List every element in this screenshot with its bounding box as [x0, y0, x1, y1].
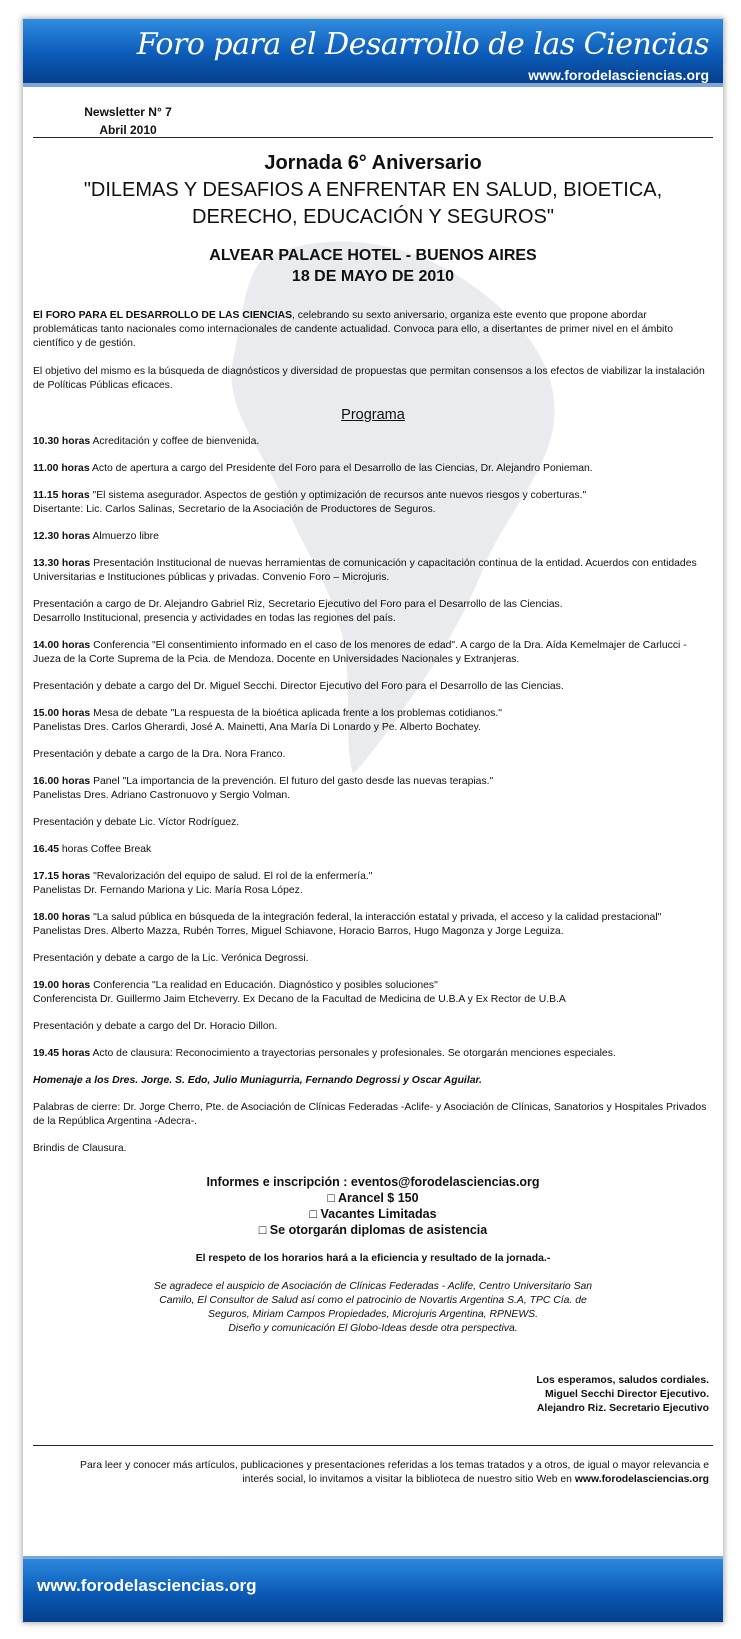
program-item-time: 18.00 horas [33, 912, 91, 923]
respeto-text: El respeto de los horarios hará a la eficiencia y resultado de la jornada.- [195, 1253, 551, 1264]
footer-divider [33, 1445, 713, 1446]
footer-text [33, 1459, 709, 1487]
signature-line: Los esperamos, saludos cordiales. [536, 1375, 709, 1386]
info-block [33, 1174, 713, 1238]
event-title: Jornada 6° Aniversario [264, 152, 482, 174]
program-item [33, 530, 713, 544]
ack-line: Diseño y comunicación El Globo-Ideas desde otra perspectiva. [228, 1323, 518, 1334]
program-item [33, 775, 713, 803]
newsletter-date: Abril 2010 [99, 123, 157, 137]
event-venue: ALVEAR PALACE HOTEL - BUENOS AIRES [209, 247, 537, 264]
ack-line: Seguros, Miriam Campos Propiedades, Microjuris Argentina, RPNEWS. [208, 1309, 538, 1320]
program-item-text: "El sistema asegurador. Aspectos de gestión y optimización de recursos ante nuevos riesgos y coberturas." [89, 490, 587, 501]
program-item-text: Almuerzo libre [90, 531, 159, 542]
program-item-text: Mesa de debate "La respuesta de la bioética aplicada frente a los problemas cotidianos." [90, 708, 502, 719]
program-item [33, 748, 713, 762]
program-item-text: Presentación y debate a cargo del Dr. Miguel Secchi. Director Ejecutivo del Foro para el Desarrollo de las Ciencias. [33, 681, 564, 692]
ack-line: Camilo, El Consultor de Salud así como el patrocinio de Novartis Argentina S.A, TPC Cía. de [159, 1295, 587, 1306]
header-banner [23, 19, 723, 83]
program-item [33, 557, 713, 585]
program-item-detail: Desarrollo Institucional, presencia y actividades en todas las regiones del país. [33, 613, 396, 624]
program-item-time: 16.00 horas [33, 776, 91, 787]
checkbox-icon: □ [258, 1223, 267, 1237]
program-item [33, 1020, 713, 1034]
program-item-text: Conferencia "El consentimiento informado en el caso de los menores de edad". A cargo de la Dra. Aída Kemelmajer de Carlucci - Jueza de la Corte Suprema de la Pcia. de Mendoza. Docente en Universidades Nacionales y Extranjeras. [33, 640, 687, 665]
program-item-text: Presentación y debate a cargo del Dr. Horacio Dillon. [33, 1021, 278, 1032]
intro-paragraph-text: , celebrando su sexto aniversario, organiza este evento que propone abordar problemáticas tanto nacionales como internacionales de candente actualidad. Convoca para ello, a disertantes de primer nivel en el ámbito científico y de gestión. [33, 310, 673, 349]
footer-text-line: Para leer y conocer más artículos, publicaciones y presentaciones referidas a los temas tratados y a otros, de igual o mayor relevancia e [80, 1460, 709, 1471]
program-item-text: Presentación a cargo de Dr. Alejandro Gabriel Riz, Secretario Ejecutivo del Foro para el Desarrollo de las Ciencias. [33, 599, 563, 610]
footer-strip [23, 1556, 723, 1559]
newsletter-sheet [22, 18, 724, 1623]
program-item [33, 639, 713, 667]
program-item-text: Presentación y debate a cargo de la Lic. Verónica Degrossi. [33, 953, 309, 964]
program-item-detail: Panelistas Dres. Adriano Castronuovo y Sergio Volman. [33, 790, 291, 801]
program-item-detail: Panelistas Dr. Fernando Mariona y Lic. María Rosa López. [33, 885, 303, 896]
program-item-text: Acreditación y coffee de bienvenida. [90, 436, 260, 447]
event-subtitle-line1: "DILEMAS Y DESAFIOS A ENFRENTAR EN SALUD, BIOETICA, [83, 179, 663, 201]
program-item [33, 680, 713, 694]
diplomas-text: □ Se otorgarán diplomas de asistencia [258, 1223, 488, 1237]
program-item [33, 911, 713, 939]
program-item-detail: Conferencista Dr. Guillermo Jaim Etcheverry. Ex Decano de la Facultad de Medicina de U.B.A y Ex Rector de U.B.A [33, 994, 566, 1005]
footer-text-url-link[interactable]: www.forodelasciencias.org [574, 1474, 709, 1485]
checkbox-icon: □ [327, 1191, 335, 1205]
program-item [33, 952, 713, 966]
vacantes-text: □ Vacantes Limitadas [309, 1207, 437, 1221]
program-item-time: 10.30 horas [33, 436, 91, 447]
program-item [33, 979, 713, 1007]
program-item-text: Presentación Institucional de nuevas herramientas de comunicación y capacitación continua de la entidad. Acuerdos con entidades Universitarias e Instituciones públicas y privadas. Convenio Foro – Microjuris. [33, 558, 697, 583]
program-item-text: "La salud pública en búsqueda de la integración federal, la interacción estatal y privada, el acceso y la calidad prestacional" [90, 912, 662, 923]
closing-words-text: Palabras de cierre: Dr. Jorge Cherro, Pte. de Asociación de Clínicas Federadas -Aclife- y Asociación de Clínicas, Sanatorios y Hospitales Privados de la República Argentina -Adecra-. [33, 1102, 707, 1127]
program-item-time: 11.15 horas [33, 490, 90, 501]
program-item-detail: Disertante: Lic. Carlos Salinas, Secretario de la Asociación de Productores de Seguros. [33, 504, 436, 515]
program-item-time: 19.00 horas [33, 980, 91, 991]
brindis-text: Brindis de Clausura. [33, 1143, 127, 1154]
program-item [33, 870, 713, 898]
event-date: 18 DE MAYO DE 2010 [291, 268, 455, 285]
program-item-time: 14.00 horas [33, 640, 91, 651]
program-item-time: 19.45 horas [33, 1048, 91, 1059]
program-heading: Programa [341, 407, 405, 423]
signature-line: Miguel Secchi Director Ejecutivo. [545, 1389, 709, 1400]
program-item [33, 462, 713, 476]
program-item [33, 1047, 713, 1061]
event-subtitle-line2: DERECHO, EDUCACIÓN Y SEGUROS" [192, 206, 554, 228]
program-item [33, 843, 713, 857]
newsletter-info [73, 103, 183, 139]
footer-text-line: interés social, lo invitamos a visitar la biblioteca de nuestro sitio Web en www.forodelasciencias.org [242, 1474, 709, 1485]
program-item-text: horas Coffee Break [59, 844, 152, 855]
header-divider [23, 83, 723, 87]
footer-banner [23, 1556, 723, 1622]
intro-paragraph [33, 309, 713, 351]
acknowledgements [33, 1280, 713, 1336]
program-item-text: Acto de clausura: Reconocimiento a trayectorias personales y profesionales. Se otorgarán menciones especiales. [90, 1048, 616, 1059]
program-item-detail: Panelistas Dres. Carlos Gherardi, José A. Mainetti, Ana María Di Lonardo y Pe. Alberto Bochatey. [33, 722, 481, 733]
top-divider [33, 137, 713, 138]
contact-email-link[interactable]: Informes e inscripción : eventos@forodelasciencias.org [206, 1175, 540, 1189]
header-url-link[interactable]: www.forodelasciencias.org [528, 67, 709, 83]
arancel-text: □ Arancel $ 150 [327, 1191, 419, 1205]
ack-line: Se agradece el auspicio de Asociación de Clínicas Federadas - Aclife, Centro Universitario San [153, 1281, 593, 1292]
program-item-time: 13.30 horas [33, 558, 91, 569]
program-item [33, 707, 713, 735]
program-item-text: "Revalorización del equipo de salud. El rol de la enfermería." [90, 871, 373, 882]
program-item-text: Acto de apertura a cargo del Presidente del Foro para el Desarrollo de las Ciencias, Dr. Alejandro Ponieman. [89, 463, 593, 474]
program-item-time: 16.45 [33, 844, 60, 855]
program-item-text: Conferencia "La realidad en Educación. Diagnóstico y posibles soluciones" [90, 980, 438, 991]
program-item-time: 11.00 horas [33, 463, 90, 474]
signature-block [33, 1374, 713, 1416]
program-item-detail: Panelistas Dres. Alberto Mazza, Rubén Torres, Miguel Schiavone, Horacio Barros, Hugo Magonza y Jorge Leguiza. [33, 926, 564, 937]
program-item-text: Panel "La importancia de la prevención. El futuro del gasto desde las nuevas terapias." [90, 776, 494, 787]
program-item-text: Presentación y debate a cargo de la Dra. Nora Franco. [33, 749, 286, 760]
header-title: Foro para el Desarrollo de las Ciencias [136, 27, 709, 62]
main-content [33, 149, 713, 1416]
program-list [33, 435, 713, 1061]
program-item [33, 435, 713, 449]
intro-org-name: El FORO PARA EL DESARROLLO DE LAS CIENCIAS [33, 310, 293, 321]
newsletter-number: Newsletter N° 7 [84, 105, 172, 119]
signature-line: Alejandro Riz. Secretario Ejecutivo [536, 1403, 709, 1414]
program-item [33, 816, 713, 830]
footer-url-link[interactable]: www.forodelasciencias.org [37, 1576, 257, 1595]
checkbox-icon: □ [309, 1207, 318, 1221]
program-item-time: 15.00 horas [33, 708, 91, 719]
program-item-text: Presentación y debate Lic. Víctor Rodríguez. [33, 817, 240, 828]
program-item-time: 12.30 horas [33, 531, 91, 542]
program-item [33, 598, 713, 626]
objective-paragraph: El objetivo del mismo es la búsqueda de diagnósticos y diversidad de propuestas que permitan consensos a los efectos de viabilizar la instalación de Políticas Públicas eficaces. [33, 366, 705, 391]
program-item [33, 489, 713, 517]
homenaje-text: Homenaje a los Dres. Jorge. S. Edo, Julio Muniagurria, Fernando Degrossi y Oscar Aguilar. [33, 1075, 482, 1086]
program-item-time: 17.15 horas [33, 871, 91, 882]
